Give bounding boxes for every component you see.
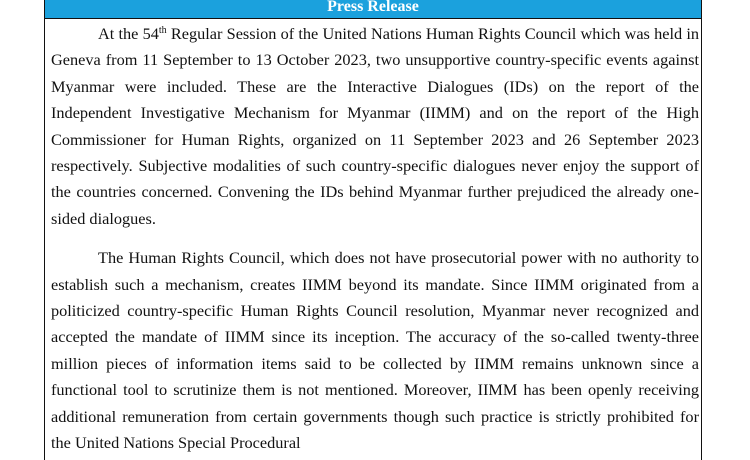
paragraph-1-text-b: Regular Session of the United Nations Human Rights Council which was held in Geneva from 11 September to 13 October 2023, two unsupportive country-specific events against Myanmar were included. These are the Interactive Dialogues (IDs) on the report of the Independent Investigative Mechanism for Myanmar (IIMM) and on the report of the High Commissioner for Human Rights, organized on 11 September 2023 and 26 September 2023 respectively. Subjective modalities of such country-specific dialogues never enjoy the support of the countries concerned. Convening the IDs behind Myanmar further prejudiced the already one-sided dialogues. bbox=[51, 24, 700, 228]
press-release-header bbox=[44, 0, 702, 19]
ordinal-suffix: th bbox=[158, 25, 167, 36]
paragraph-1-text-a: At the 54 bbox=[98, 24, 159, 43]
paragraph-1 bbox=[51, 21, 699, 232]
page-title: Press Release bbox=[327, 0, 419, 15]
paragraph-2: The Human Rights Council, which does not have prosecutorial power with no authority to establish such a mechanism, creates IIMM beyond its mandate. Since IIMM originated from a politicized country-specific Human Rights Council resolution, Myanmar never recognized and accepted the mandate of IIMM since its inception. The accuracy of the so-called twenty-three million pieces of information items said to be collected by IIMM remains unknown since a functional tool to scrutinize them is not mentioned. Moreover, IIMM has been openly receiving additional remuneration from certain governments though such practice is strictly prohibited for the United Nations Special Procedural bbox=[51, 248, 699, 453]
document-body bbox=[51, 21, 699, 457]
